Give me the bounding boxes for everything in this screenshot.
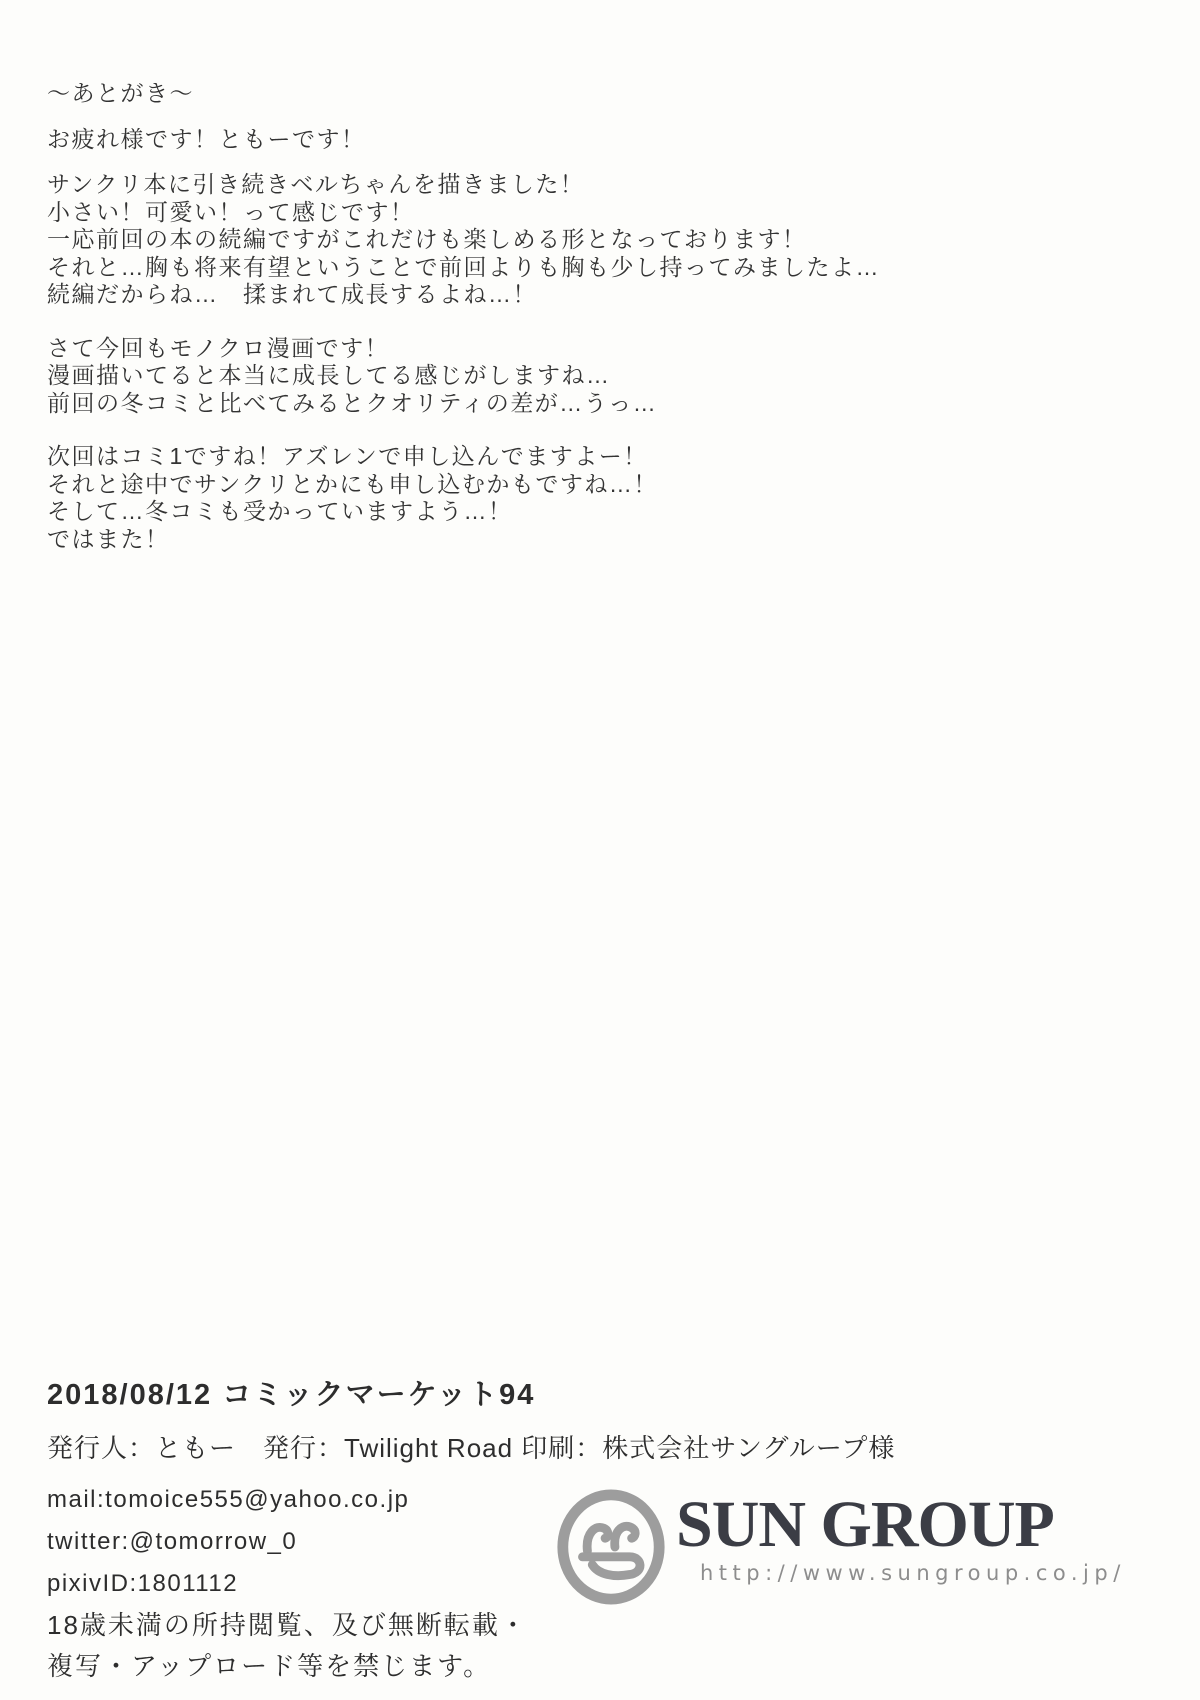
publisher-line: 発行人：ともー 発行：Twilight Road 印刷：株式会社サングループ様 xyxy=(47,1433,896,1463)
sun-group-logo-icon xyxy=(552,1486,670,1613)
afterword-greeting: お疲れ様です！ともーです！ xyxy=(47,125,366,152)
afterword-line: 続編だからね… 揉まれて成長するよね…！ xyxy=(47,281,537,307)
printer-logo xyxy=(552,1486,1126,1613)
afterword-line: サンクリ本に引き続きベルちゃんを描きました！ xyxy=(47,171,585,197)
contact-twitter: twitter:@tomorrow_0 xyxy=(47,1528,298,1555)
afterword-line: 次回はコミ1ですね！アズレンで申し込んでますよー！ xyxy=(47,443,648,469)
afterword-paragraph-2 xyxy=(47,335,880,418)
afterword-line: それと途中でサンクリとかにも申し込むかもですね…！ xyxy=(47,470,658,497)
afterword-line: それと…胸も将来有望ということで前回よりも胸も少し持ってみましたよ… xyxy=(47,253,880,280)
printer-logo-text xyxy=(676,1488,1126,1585)
printer-url: http://www.sungroup.co.jp/ xyxy=(700,1561,1126,1585)
contact-pixiv: pixivID:1801112 xyxy=(47,1570,239,1597)
afterword-line: そして…冬コミも受かっていますよう…！ xyxy=(47,498,513,524)
afterword-paragraph-3 xyxy=(47,443,880,553)
afterword-line: ではまた！ xyxy=(47,525,170,552)
afterword-line: 前回の冬コミと比べてみるとクオリティの差が…うっ… xyxy=(47,389,658,416)
printer-name: SUN GROUP xyxy=(676,1488,1054,1561)
afterword-line: さて今回もモノクロ漫画です！ xyxy=(47,334,390,361)
afterword-title: ～あとがき～ xyxy=(47,80,194,106)
age-notice-line2: 複写・アップロード等を禁じます。 xyxy=(47,1651,492,1681)
event-date: 2018/08/12 コミックマーケット94 xyxy=(47,1379,536,1411)
afterword-section xyxy=(47,80,880,553)
afterword-line: 一応前回の本の続編ですがこれだけも楽しめる形となっております！ xyxy=(47,226,807,252)
afterword-line: 小さい！可愛い！って感じです！ xyxy=(47,198,415,225)
age-notice-line1: 18歳未満の所持閲覧、及び無断転載・ xyxy=(47,1610,528,1640)
afterword-paragraph-1 xyxy=(47,171,880,309)
afterword-line: 漫画描いてると本当に成長してる感じがしますね… xyxy=(47,362,611,388)
contact-mail: mail:tomoice555@yahoo.co.jp xyxy=(47,1486,410,1513)
